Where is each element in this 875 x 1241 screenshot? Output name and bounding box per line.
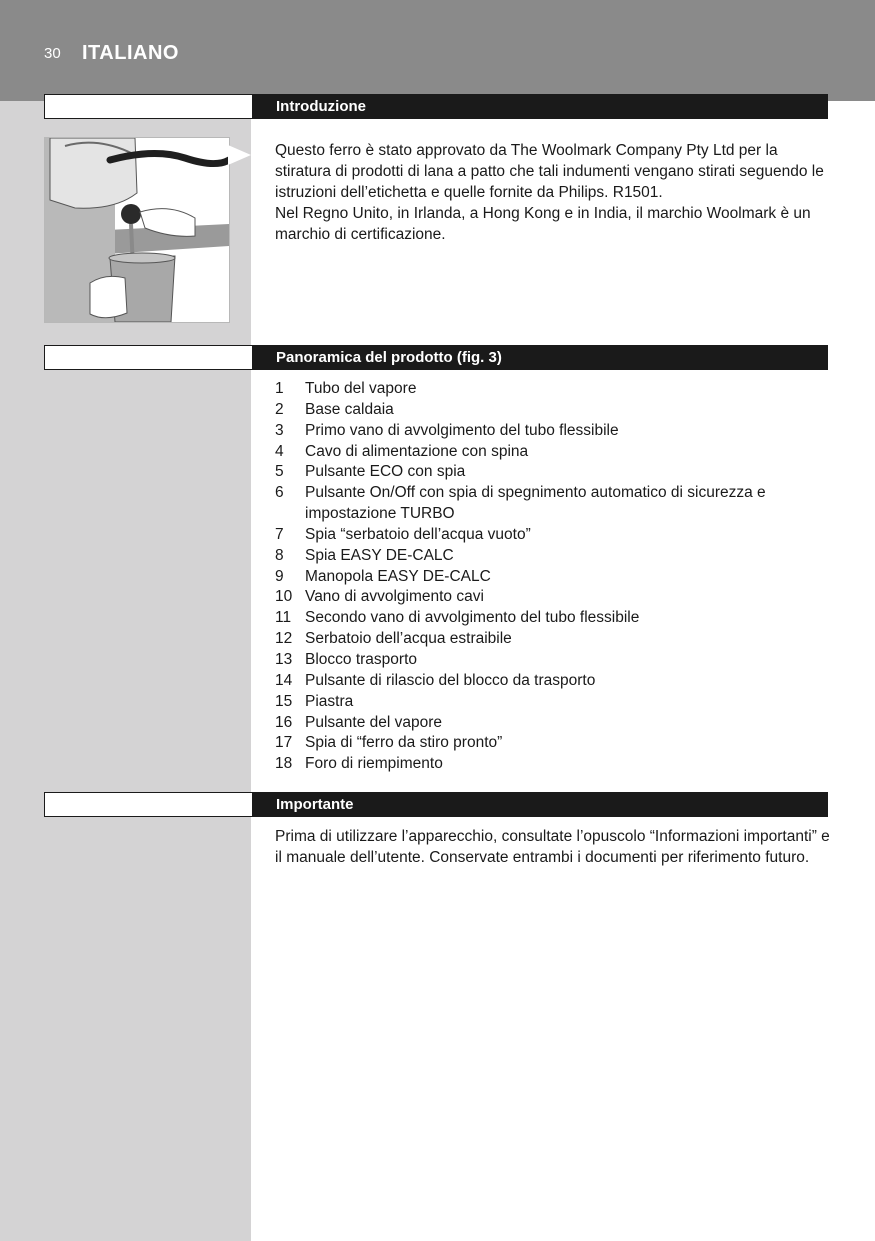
section-title-intro: Introduzione <box>276 98 366 115</box>
list-item-number: 6 <box>275 484 284 502</box>
list-item-text: Base caldaia <box>305 400 394 418</box>
page-number: 30 <box>44 45 61 62</box>
language-title: ITALIANO <box>82 42 179 64</box>
list-item-number: 17 <box>275 734 293 752</box>
list-item <box>275 587 830 608</box>
header-notch <box>829 101 875 113</box>
list-item-text: Primo vano di avvolgimento del tubo flessibile <box>305 421 619 439</box>
list-item-number: 2 <box>275 400 284 418</box>
list-item-number: 8 <box>275 546 284 564</box>
list-item-number: 16 <box>275 713 293 731</box>
list-item-number: 5 <box>275 463 284 481</box>
iron-decalc-drawing <box>45 138 229 322</box>
list-item <box>275 567 830 588</box>
list-item <box>275 400 830 421</box>
list-item <box>275 462 830 483</box>
list-item-text: Blocco trasporto <box>305 650 417 668</box>
list-item-number: 13 <box>275 650 293 668</box>
list-item-text: Pulsante di rilascio del blocco da trasporto <box>305 671 596 689</box>
list-item-text: Serbatoio dell’acqua estraibile <box>305 630 512 648</box>
list-item-number: 15 <box>275 692 293 710</box>
list-item-number: 1 <box>275 380 284 397</box>
list-item <box>275 629 830 650</box>
list-item <box>275 421 830 442</box>
list-item-text: Vano di avvolgimento cavi <box>305 588 484 606</box>
list-item-number: 4 <box>275 442 284 460</box>
list-item <box>275 442 830 463</box>
section-title-important: Importante <box>276 796 354 813</box>
list-item-text: Manopola EASY DE-CALC <box>305 567 491 585</box>
list-item-number: 14 <box>275 671 293 689</box>
list-item-text: Piastra <box>305 692 354 710</box>
intro-paragraph-1: Questo ferro è stato approvato da The Woolmark Company Pty Ltd per la stiratura di prodotti di lana a patto che tali indumenti vengano stirati seguendo le istruzioni dell’etichetta e quelle fornite da Philips. R1501. <box>275 142 824 201</box>
list-item <box>275 733 830 754</box>
figure-pointer <box>228 145 251 165</box>
list-item-text: Pulsante del vapore <box>305 713 443 731</box>
list-item-text: Spia EASY DE-CALC <box>305 546 454 564</box>
list-item-number: 3 <box>275 421 284 439</box>
section-bar-intro <box>44 94 828 119</box>
list-item-text: Spia di “ferro da stiro pronto” <box>305 734 503 752</box>
list-item-text: Tubo del vapore <box>305 380 417 397</box>
list-item <box>275 692 830 713</box>
list-item <box>275 650 830 671</box>
list-item <box>275 525 830 546</box>
list-item-text: Cavo di alimentazione con spina <box>305 442 529 460</box>
section-title-overview: Panoramica del prodotto (fig. 3) <box>276 349 502 366</box>
parts-list <box>275 379 830 775</box>
important-paragraph: Prima di utilizzare l’apparecchio, consultate l’opuscolo “Informazioni importanti” e il manuale dell’utente. Conservate entrambi i documenti per riferimento futuro. <box>275 828 830 866</box>
list-item <box>275 546 830 567</box>
list-item <box>275 483 830 525</box>
section-bar-overview <box>44 345 828 370</box>
list-item <box>275 608 830 629</box>
list-item-text: Pulsante ECO con spia <box>305 463 466 481</box>
iron-decalc-illustration <box>44 137 230 323</box>
list-item-number: 9 <box>275 567 284 585</box>
list-item <box>275 754 830 775</box>
list-item-number: 11 <box>275 609 292 627</box>
important-text <box>275 826 830 868</box>
list-item-text: Foro di riempimento <box>305 755 443 773</box>
intro-paragraph-2: Nel Regno Unito, in Irlanda, a Hong Kong e in India, il marchio Woolmark è un marchio di certificazione. <box>275 205 811 243</box>
list-item-number: 12 <box>275 630 293 648</box>
list-item <box>275 671 830 692</box>
list-item-text: Secondo vano di avvolgimento del tubo flessibile <box>305 609 640 627</box>
list-item <box>275 713 830 734</box>
list-item-text: Pulsante On/Off con spia di spegnimento automatico di sicurezza e impostazione TURBO <box>305 484 766 523</box>
list-item-number: 18 <box>275 755 293 773</box>
section-bar-important <box>44 792 828 817</box>
list-item-number: 7 <box>275 525 284 543</box>
list-item <box>275 379 830 400</box>
list-item-text: Spia “serbatoio dell’acqua vuoto” <box>305 525 531 543</box>
list-item-number: 10 <box>275 588 293 606</box>
intro-text <box>275 140 830 245</box>
